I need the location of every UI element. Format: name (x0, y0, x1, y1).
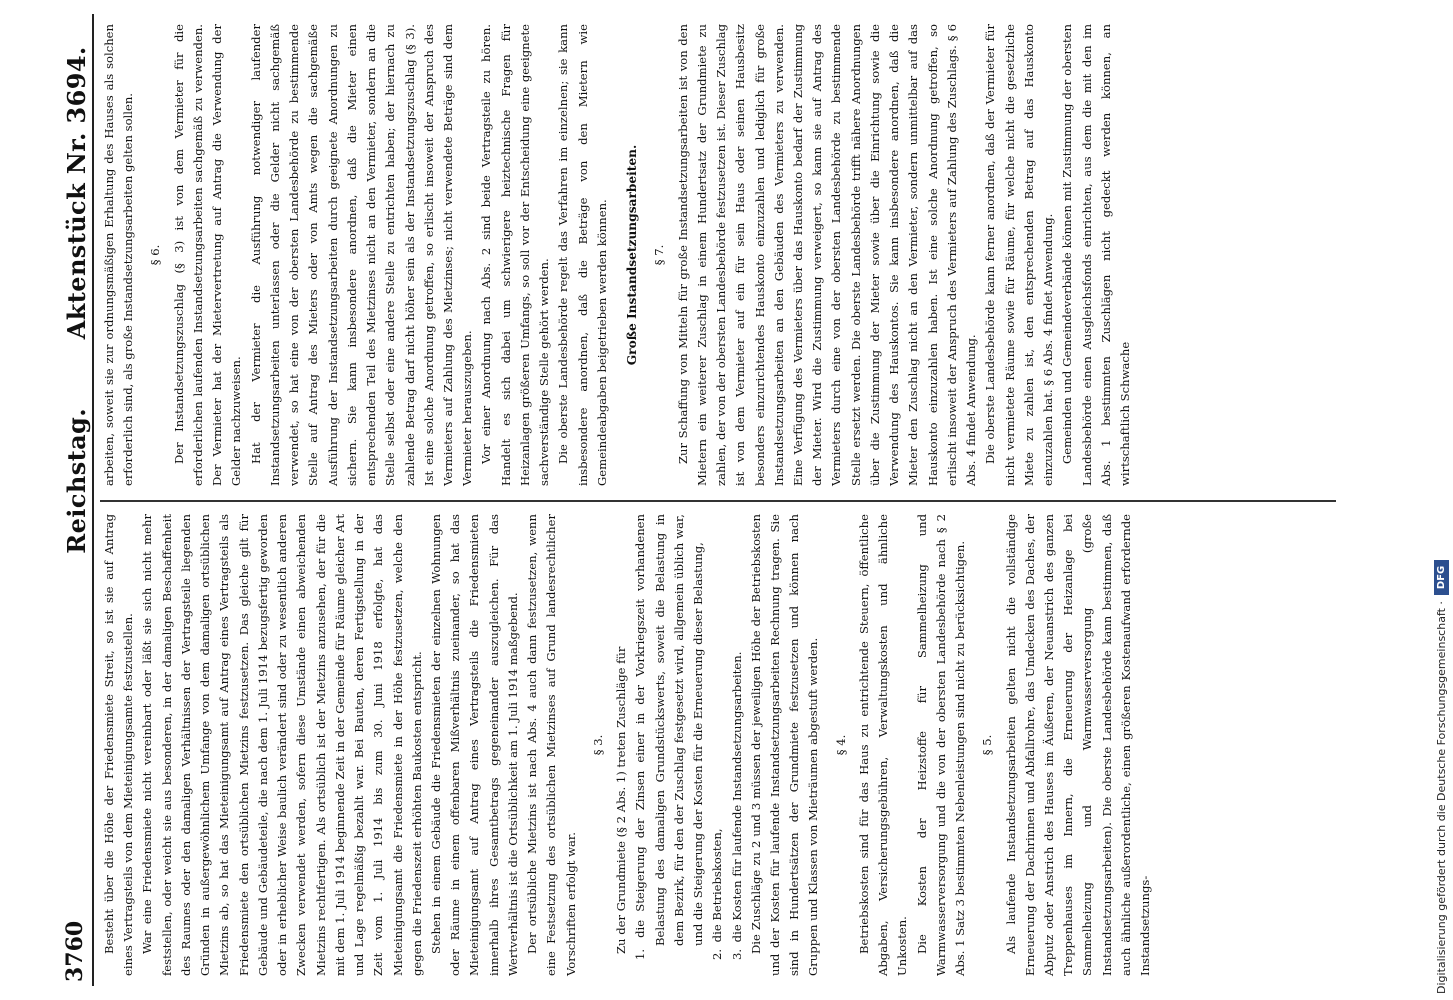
list-item (708, 514, 727, 976)
paragraph: Die Kosten der Heizstoffe für Sammelheizung und Warmwasserversorgung und die von der obersten Landesbehörde nach § 2 Abs. 1 Satz 3 bestimmten Nebenleistungen sind nicht zu berücksichtigen. (914, 514, 968, 976)
section-heading: § 5. (980, 734, 995, 756)
paragraph: arbeiten, soweit sie zur ordnungsmäßigen Erhaltung des Hauses als solchen erforderlich sind, als große Instandsetzungsarbeiten gelten sollen. (102, 24, 136, 486)
right-column (100, 24, 1336, 486)
paragraph: Gemeinden und Gemeindeverbände können mit Zustimmung der obersten Landesbehörde einen Ausgleichsfonds einrichten, aus dem die mit den im Abs. 1 bestimmten Zuschlägen nicht gedeckt werden können, an wirtschaftlich Schwache (1060, 24, 1132, 486)
header-title-left: Reichstag. (62, 408, 91, 554)
paragraph: Die Zuschläge zu 2 und 3 müssen der jeweiligen Höhe der Betriebskosten und der Kosten für laufende Instandsetzungsarbeiten Rechnung tragen. Sie sind in Hundertsätzen der Grundmiete festzusetzen und können nach Gruppen und Klassen von Mieträumen abgestuft werden. (748, 514, 821, 976)
section-heading: § 6. (148, 244, 163, 266)
paragraph: War eine Friedensmiete nicht vereinbart oder läßt sie sich nicht mehr feststellen, oder weicht sie aus besonderen, in der damaligen Beschaffenheit des Raumes oder den damaligen Verhältnissen der Vertragsteile liegenden Gründen in außergewöhnlichem Umfange von dem damaligen ortsüblichen Mietzins ab, so hat das Mieteinigungsamt auf Antrag eines Vertragsteils als Friedensmiete den ortsüblichen Mietzins festzusetzen. Das gleiche gilt für Gebäude und Gebäudeteile, die nach dem 1. Juli 1914 bezugsfertig geworden oder in erheblicher Weise baulich verändert sind oder zu wesentlich anderen Zwecken verwendet werden, sofern diese Umstände einen abweichenden Mietzins rechtfertigen. Als ortsüblich ist der Mietzins anzusehen, der für die mit dem 1. Juli 1914 beginnende Zeit in der Gemeinde für Räume gleicher Art und Lage regelmäßig bezahlt war. Bei Bauten, deren Fertigstellung in der Zeit vom 1. Juli 1914 bis zum 30. Juni 1918 erfolgte, hat das Mieteinigungsamt die Friedensmiete in der Höhe festzusetzen, welche den gegen die Friedenszeit erhöhten Baukosten entspricht. (140, 514, 424, 976)
header-rule (92, 14, 94, 986)
paragraph: Stehen in einem Gebäude die Friedensmieten der einzelnen Wohnungen oder Räume in einem offenbaren Mißverhältnis zueinander, so hat das Mieteinigungsamt auf Antrag eines Vertragsteils die Friedensmieten innerhalb ihres Gesamtbetrags gegeneinander auszugleichen. Für das Wertverhältnis ist die Ortsüblichkeit am 1. Juli 1914 maßgebend. (428, 514, 520, 976)
list-item (728, 514, 747, 976)
list-number: 3. (729, 948, 744, 960)
subheading: Große Instandsetzungsarbeiten. (625, 144, 640, 366)
paragraph: Der Instandsetzungszuschlag (§ 3) ist von dem Vermieter für die erforderlichen laufenden Instandsetzungsarbeiten sachgemäß zu verwenden. Der Vermieter hat der Mietervertretung auf Antrag die Verwendung der Gelder nachzuweisen. (171, 24, 244, 486)
section-heading: § 4. (833, 734, 848, 756)
paragraph: Als laufende Instandsetzungsarbeiten gelten nicht die vollständige Erneuerung der Dachrinnen und Abfallrohre, das Umdecken des Daches, der Abputz oder Anstrich des Hauses im Äußeren, der Neuanstrich des ganzen Treppenhauses im Innern, die Erneuerung der Heizanlage bei Sammelheizung und Warmwasserversorgung (große Instandsetzungsarbeiten). Die oberste Landesbehörde kann bestimmen, daß auch ähnliche außerordentliche, einen größeren Kostenaufwand erfordernde Instandsetzungs- (1003, 514, 1153, 976)
paragraph: Zur Schaffung von Mitteln für große Instandsetzungsarbeiten ist von den Mietern ein weiterer Zuschlag in einem Hundertsatz der Grundmiete zu zahlen, der von der obersten Landesbehörde festzusetzen ist. Dieser Zuschlag ist von dem Vermieter auf ein für sein Haus oder seinen Hausbesitz besonders einzurichtendes Hauskonto einzuzahlen und lediglich für große Instandsetzungsarbeiten an den Gebäuden des Vermieters zu verwenden. Eine Verfügung des Vermieters über das Hauskonto bedarf der Zustimmung der Mieter. Wird die Zustimmung verweigert, so kann sie auf Antrag des Vermieters durch eine von der obersten Landesbehörde zu bestimmende Stelle ersetzt werden. Die oberste Landesbehörde trifft nähere Anordnungen über die Zustimmung der Mieter sowie über die Einrichtung sowie die Verwendung des Hauskontos. Sie kann insbesondere anordnen, daß die Mieter den Zuschlag nicht an den Vermieter, sondern unmittelbar auf das Hauskonto einzuzahlen haben. Ist eine solche Anordnung getroffen, so erlischt insoweit der Anspruch des Vermieters auf Zahlung des Zuschlags. § 6 Abs. 4 findet Anwendung. (675, 24, 979, 486)
paragraph: Vor einer Anordnung nach Abs. 2 sind beide Vertragsteile zu hören. Handelt es sich dabei um schwierigere heiztechnische Fragen für Heizanlagen größeren Umfangs, so soll vor der Entscheidung eine geeignete sachverständige Stelle gehört werden. (479, 24, 552, 486)
list-item (631, 514, 708, 976)
paragraph: Hat der Vermieter die Ausführung notwendiger laufender Instandsetzungsarbeiten unterlassen oder die Gelder nicht sachgemäß verwendet, so hat eine von der obersten Landesbehörde zu bestimmende Stelle auf Antrag des Mieters oder von Amts wegen die sachgemäße Ausführung der Instandsetzungsarbeiten durch geeignete Anordnungen zu sichern. Sie kann insbesondere anordnen, daß die Mieter einen entsprechenden Teil des Mietzinses nicht an den Vermieter, sondern an die Stelle selbst oder eine andere Stelle zu entrichten haben; der hiernach zu zahlende Betrag darf nicht höher sein als der Instandsetzungszuschlag (§ 3). Ist eine solche Anordnung getroffen, so erlischt insoweit der Anspruch des Vermieters auf Zahlung des Mietzinses; nicht verwendete Beträge sind dem Vermieter herauszugeben. (248, 24, 475, 486)
section-heading: § 3. (590, 734, 605, 756)
numbered-list (631, 514, 746, 976)
paragraph: Der ortsübliche Mietzins ist nach Abs. 4 auch dann festzusetzen, wenn eine Festsetzung des ortsüblichen Mietzinses auf Grund landesrechtlicher Vorschriften erfolgt war. (525, 514, 578, 976)
digitization-note-text: Digitalisierung gefördert durch die Deutsche Forschungsgemeinschaft · (1434, 601, 1448, 994)
left-column (100, 514, 1336, 976)
column-divider (100, 501, 1336, 503)
header-title-right: Aktenstück Nr. 3694. (62, 46, 91, 340)
page-number: 3760 (62, 920, 88, 982)
section-heading: § 7. (652, 244, 667, 266)
list-item-text: die Steigerung der Zinsen einer in der Vorkriegszeit vorhandenen Belastung des damaligen Grundstückswerts, soweit die Belastung in dem Bezirk, für den der Zuschlag festgesetzt wird, allgemein üblich war, und die Steigerung der Kosten für die Erneuerung dieser Belastung, (633, 513, 706, 946)
list-item-text: die Betriebskosten, (710, 828, 725, 943)
paragraph: Zu der Grundmiete (§ 2 Abs. 1) treten Zuschläge für (614, 646, 629, 954)
running-header (62, 0, 91, 670)
paragraph: Die oberste Landesbehörde kann ferner anordnen, daß der Vermieter für nicht vermietete Räume sowie für Räume, für welche nicht die gesetzliche Miete zu zahlen ist, den entsprechenden Betrag auf das Hauskonto einzuzahlen hat. § 6 Abs. 4 findet Anwendung. (983, 24, 1056, 486)
paragraph: Die oberste Landesbehörde regelt das Verfahren im einzelnen; sie kann insbesondere anordnen, daß die Beträge von den Mietern wie Gemeindeabgaben beigetrieben werden können. (556, 24, 609, 486)
digitization-note (1429, 0, 1453, 994)
list-number: 1. (633, 948, 648, 960)
paragraph: Betriebskosten sind für das Haus zu entrichtende Steuern, öffentliche Abgaben, Versicherungsgebühren, Verwaltungskosten und ähnliche Unkosten. (856, 514, 910, 976)
list-number: 2. (710, 948, 725, 960)
list-item-text: die Kosten für laufende Instandsetzungsarbeiten. (729, 651, 744, 943)
paragraph: Besteht über die Höhe der Friedensmiete Streit, so ist sie auf Antrag eines Vertragsteils von dem Mieteinigungsamte festzustellen. (102, 514, 136, 976)
dfg-logo: DFG (1434, 560, 1449, 595)
